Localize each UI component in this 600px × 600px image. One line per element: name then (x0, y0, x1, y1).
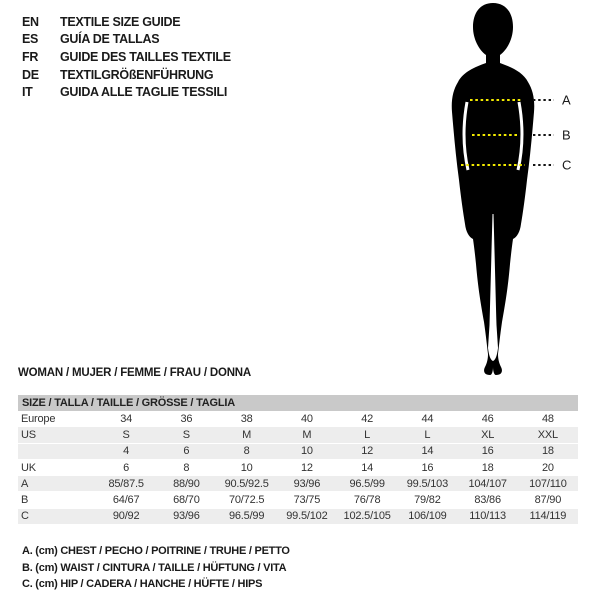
size-cell: 96.5/99 (217, 508, 277, 524)
language-title: TEXTILGRÖßENFÜHRUNG (60, 67, 214, 82)
size-cell: 90/92 (96, 508, 156, 524)
size-cell: 93/96 (277, 476, 337, 492)
size-cell: 110/113 (458, 508, 518, 524)
language-row (22, 13, 231, 31)
size-cell: 107/110 (518, 476, 578, 492)
size-cell: 90.5/92.5 (217, 476, 277, 492)
size-cell: M (277, 427, 337, 443)
measure-note-line: C. (cm) HIP / CADERA / HANCHE / HÜFTE / HIPS (22, 578, 263, 591)
marker-label-b: B (562, 127, 571, 143)
measure-notes (22, 543, 290, 593)
size-cell: S (156, 427, 216, 443)
language-title: TEXTILE SIZE GUIDE (60, 14, 181, 29)
size-cell: 46 (458, 411, 518, 427)
language-row (22, 83, 231, 101)
measure-note-line: A. (cm) CHEST / PECHO / POITRINE / TRUHE / PETTO (22, 545, 290, 557)
size-table-grid (18, 411, 578, 525)
size-cell: 83/86 (458, 492, 518, 508)
size-cell: XXL (518, 427, 578, 443)
size-cell: 6 (96, 459, 156, 475)
size-cell: 18 (458, 459, 518, 475)
size-cell: 14 (397, 443, 457, 459)
size-cell: 48 (518, 411, 578, 427)
size-cell: 38 (217, 411, 277, 427)
size-cell: 73/75 (277, 492, 337, 508)
size-cell: 79/82 (397, 492, 457, 508)
size-cell: 36 (156, 411, 216, 427)
size-table-body (18, 411, 578, 525)
size-table-row (18, 508, 578, 524)
size-table-row (18, 476, 578, 492)
size-cell: M (217, 427, 277, 443)
language-list (22, 13, 231, 101)
size-table-row (18, 411, 578, 427)
size-cell: S (96, 427, 156, 443)
size-row-label: UK (18, 459, 96, 475)
size-table-row (18, 492, 578, 508)
size-cell: 16 (397, 459, 457, 475)
language-code: DE (22, 67, 39, 82)
size-cell: 70/72.5 (217, 492, 277, 508)
language-code: IT (22, 85, 33, 100)
size-cell: 16 (458, 443, 518, 459)
size-cell: 10 (277, 443, 337, 459)
size-cell: 20 (518, 459, 578, 475)
size-cell: 99.5/103 (397, 476, 457, 492)
size-cell: 12 (277, 459, 337, 475)
language-code: ES (22, 32, 39, 47)
size-row-label (18, 443, 96, 459)
size-cell: 10 (217, 459, 277, 475)
measure-note-line: B. (cm) WAIST / CINTURA / TAILLE / HÜFTUNG / VITA (22, 561, 287, 574)
language-title: GUÍA DE TALLAS (60, 32, 160, 47)
size-cell: 93/96 (156, 508, 216, 524)
size-row-label: C (18, 508, 96, 524)
size-cell: 99.5/102 (277, 508, 337, 524)
size-cell: XL (458, 427, 518, 443)
size-cell: 64/67 (96, 492, 156, 508)
section-title: WOMAN / MUJER / FEMME / FRAU / DONNA (18, 367, 252, 379)
size-table (18, 395, 578, 525)
size-cell: 40 (277, 411, 337, 427)
size-cell: 114/119 (518, 508, 578, 524)
marker-label-c: C (562, 157, 572, 173)
size-cell: 85/87.5 (96, 476, 156, 492)
size-cell: 76/78 (337, 492, 397, 508)
size-cell: 88/90 (156, 476, 216, 492)
size-cell: 96.5/99 (337, 476, 397, 492)
size-row-label: B (18, 492, 96, 508)
size-cell: 4 (96, 443, 156, 459)
size-table-row (18, 443, 578, 459)
size-cell: 18 (518, 443, 578, 459)
size-cell: L (397, 427, 457, 443)
size-cell: 6 (156, 443, 216, 459)
size-cell: 68/70 (156, 492, 216, 508)
size-cell: L (337, 427, 397, 443)
size-cell: 14 (337, 459, 397, 475)
size-row-label: US (18, 427, 96, 443)
size-cell: 102.5/105 (337, 508, 397, 524)
language-row (22, 66, 231, 84)
size-table-header: SIZE / TALLA / TAILLE / GRÖSSE / TAGLIA (18, 395, 578, 411)
size-row-label: Europe (18, 411, 96, 427)
woman-silhouette-figure (430, 0, 600, 380)
language-code: FR (22, 49, 39, 64)
language-title: GUIDE DES TAILLES TEXTILE (60, 49, 231, 64)
size-cell: 34 (96, 411, 156, 427)
size-row-label: A (18, 476, 96, 492)
size-cell: 8 (217, 443, 277, 459)
size-table-row (18, 427, 578, 443)
size-cell: 44 (397, 411, 457, 427)
marker-label-a: A (562, 92, 571, 108)
language-title: GUIDA ALLE TAGLIE TESSILI (60, 85, 228, 100)
language-row (22, 31, 231, 49)
size-cell: 104/107 (458, 476, 518, 492)
size-cell: 42 (337, 411, 397, 427)
size-cell: 87/90 (518, 492, 578, 508)
language-row (22, 48, 231, 66)
size-table-row (18, 459, 578, 475)
size-cell: 8 (156, 459, 216, 475)
size-cell: 12 (337, 443, 397, 459)
language-code: EN (22, 14, 39, 29)
size-cell: 106/109 (397, 508, 457, 524)
